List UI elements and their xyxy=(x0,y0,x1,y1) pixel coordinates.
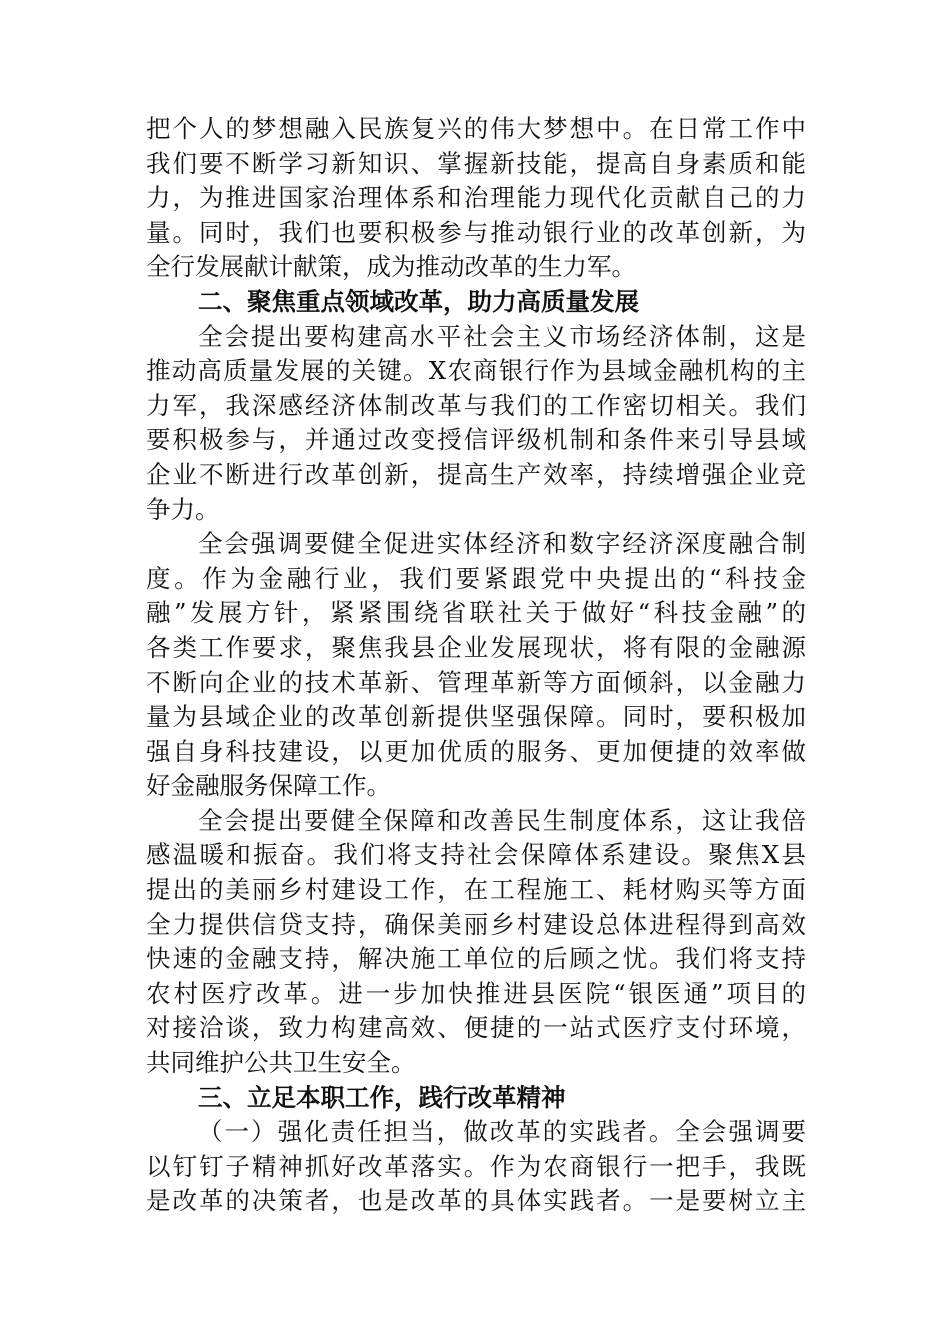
text-line: 好金融服务保障工作。 xyxy=(146,771,391,801)
section-heading: 二、聚焦重点领域改革，助力高质量发展 xyxy=(198,286,639,316)
paragraph-first-line: 全会提出要健全保障和改善民生制度体系，这让我倍 xyxy=(198,805,806,835)
text-line: 强自身科技建设，以更加优质的服务、更加便捷的效率做 xyxy=(146,736,806,766)
paragraph-first-line: 全会强调要健全促进实体经济和数字经济深度融合制 xyxy=(198,529,806,559)
text-line: 量为县域企业的改革创新提供坚强保障。同时，要积极加 xyxy=(146,702,806,732)
text-line: 各类工作要求，聚焦我县企业发展现状，将有限的金融源 xyxy=(146,632,806,662)
text-line: 我们要不断学习新知识、掌握新技能，提高自身素质和能 xyxy=(146,148,806,178)
text-line: 共同维护公共卫生安全。 xyxy=(146,1048,416,1078)
text-line: 全行发展献计献策，成为推动改革的生力军。 xyxy=(146,252,636,282)
text-line: 融”发展方针，紧紧围绕省联社关于做好“科技金融”的 xyxy=(146,598,806,628)
text-line: 力军，我深感经济体制改革与我们的工作密切相关。我们 xyxy=(146,390,806,420)
subsection-first-line: （一）强化责任担当，做改革的实践者。全会强调要 xyxy=(198,1117,806,1147)
text-line: 感温暖和振奋。我们将支持社会保障体系建设。聚焦X县 xyxy=(146,840,806,870)
document-body xyxy=(146,112,806,1219)
text-line: 对接洽谈，致力构建高效、便捷的一站式医疗支付环境， xyxy=(146,1013,806,1043)
text-line: 提出的美丽乡村建设工作，在工程施工、耗材购买等方面 xyxy=(146,875,806,905)
text-line: 快速的金融支持，解决施工单位的后顾之忧。我们将支持 xyxy=(146,944,806,974)
text-line: 是改革的决策者，也是改革的具体实践者。一是要树立主 xyxy=(146,1186,806,1216)
text-line: 量。同时，我们也要积极参与推动银行业的改革创新，为 xyxy=(146,217,806,247)
text-line: 不断向企业的技术革新、管理革新等方面倾斜，以金融力 xyxy=(146,667,806,697)
section-heading: 三、立足本职工作，践行改革精神 xyxy=(198,1082,566,1112)
text-line: 企业不断进行改革创新，提高生产效率，持续增强企业竞 xyxy=(146,459,806,489)
text-line: 争力。 xyxy=(146,494,220,524)
text-line: 要积极参与，并通过改变授信评级机制和条件来引导县域 xyxy=(146,425,806,455)
text-line: 以钉钉子精神抓好改革落实。作为农商银行一把手，我既 xyxy=(146,1151,806,1181)
paragraph-first-line: 全会提出要构建高水平社会主义市场经济体制，这是 xyxy=(198,321,806,351)
text-line: 推动高质量发展的关键。X农商银行作为县域金融机构的主 xyxy=(146,356,806,386)
text-line: 度。作为金融行业，我们要紧跟党中央提出的“科技金 xyxy=(146,563,806,593)
text-line: 农村医疗改革。进一步加快推进县医院“银医通”项目的 xyxy=(146,978,806,1008)
text-line: 全力提供信贷支持，确保美丽乡村建设总体进程得到高效 xyxy=(146,909,806,939)
text-line: 力，为推进国家治理体系和治理能力现代化贡献自己的力 xyxy=(146,183,806,213)
text-line: 把个人的梦想融入民族复兴的伟大梦想中。在日常工作中 xyxy=(146,114,806,143)
